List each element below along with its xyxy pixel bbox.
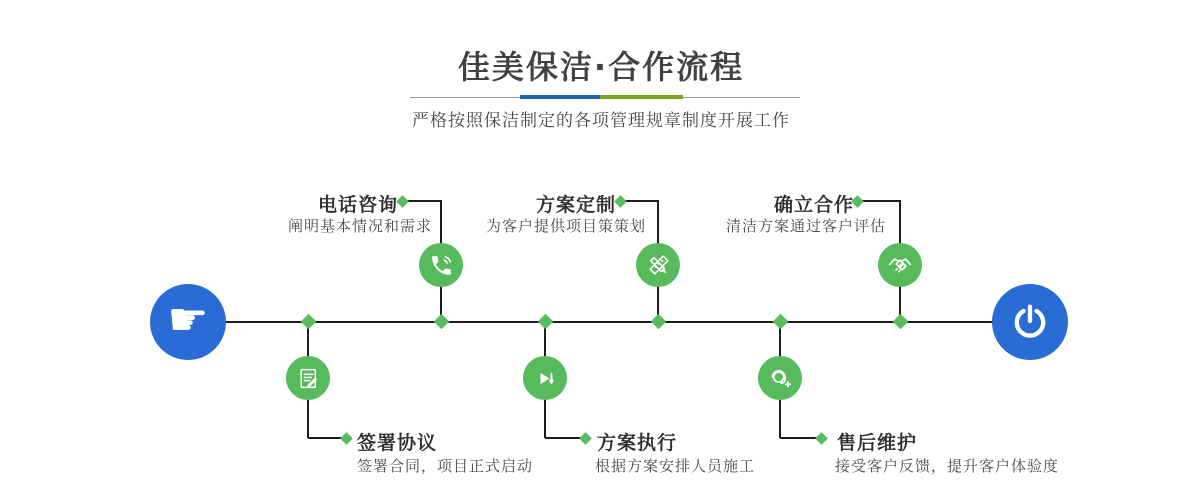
label-diamond bbox=[340, 432, 353, 445]
divider-blue-segment bbox=[520, 95, 600, 99]
step-desc: 清洁方案通过客户评估 bbox=[725, 217, 886, 235]
connector-line bbox=[861, 200, 901, 202]
step-title: 电话咨询 bbox=[317, 194, 398, 216]
step-desc: 阐明基本情况和需求 bbox=[287, 217, 432, 235]
junction-diamond bbox=[893, 314, 909, 330]
label-diamond bbox=[815, 432, 828, 445]
label-diamond bbox=[579, 432, 592, 445]
phone-icon bbox=[429, 253, 454, 278]
junction-diamond bbox=[773, 314, 789, 330]
step-desc: 为客户提供项目策策划 bbox=[485, 217, 646, 235]
power-icon bbox=[1010, 302, 1050, 342]
step-desc: 根据方案安排人员施工 bbox=[595, 457, 756, 475]
label-diamond bbox=[396, 195, 409, 208]
step-desc: 接受客户反馈，提升客户体验度 bbox=[835, 457, 1060, 475]
step-circle-handshake bbox=[878, 243, 922, 287]
label-diamond bbox=[614, 195, 627, 208]
step-title: 方案执行 bbox=[597, 432, 678, 454]
step-title: 签署协议 bbox=[357, 432, 438, 454]
play-execute-icon bbox=[533, 366, 558, 391]
step-title: 售后维护 bbox=[837, 432, 918, 454]
step-circle-phone bbox=[419, 243, 463, 287]
junction-diamond bbox=[434, 314, 450, 330]
step-circle-design bbox=[636, 243, 680, 287]
connector-line bbox=[624, 200, 659, 202]
junction-diamond bbox=[538, 314, 554, 330]
connector-line bbox=[308, 437, 342, 439]
divider-green-segment bbox=[600, 95, 683, 99]
step-circle-contract bbox=[286, 356, 330, 400]
junction-diamond bbox=[651, 314, 667, 330]
step-title: 方案定制 bbox=[535, 194, 616, 216]
junction-diamond bbox=[301, 314, 317, 330]
page-title: 佳美保洁·合作流程 bbox=[457, 48, 745, 86]
step-desc: 签署合同，项目正式启动 bbox=[357, 457, 534, 475]
headset-support-icon bbox=[767, 365, 793, 391]
end-node bbox=[992, 284, 1068, 360]
connector-line bbox=[406, 200, 442, 202]
start-node bbox=[150, 284, 226, 360]
pencil-ruler-icon bbox=[646, 253, 671, 278]
contract-icon bbox=[296, 366, 321, 391]
connector-line bbox=[545, 437, 581, 439]
step-title: 确立合作 bbox=[773, 194, 854, 216]
handshake-icon bbox=[887, 252, 913, 278]
hand-pointer-icon: ☛ bbox=[167, 292, 209, 346]
step-circle-service bbox=[758, 356, 802, 400]
page-subtitle: 严格按照保洁制定的各项管理规章制度开展工作 bbox=[412, 111, 790, 131]
step-circle-execute bbox=[523, 356, 567, 400]
